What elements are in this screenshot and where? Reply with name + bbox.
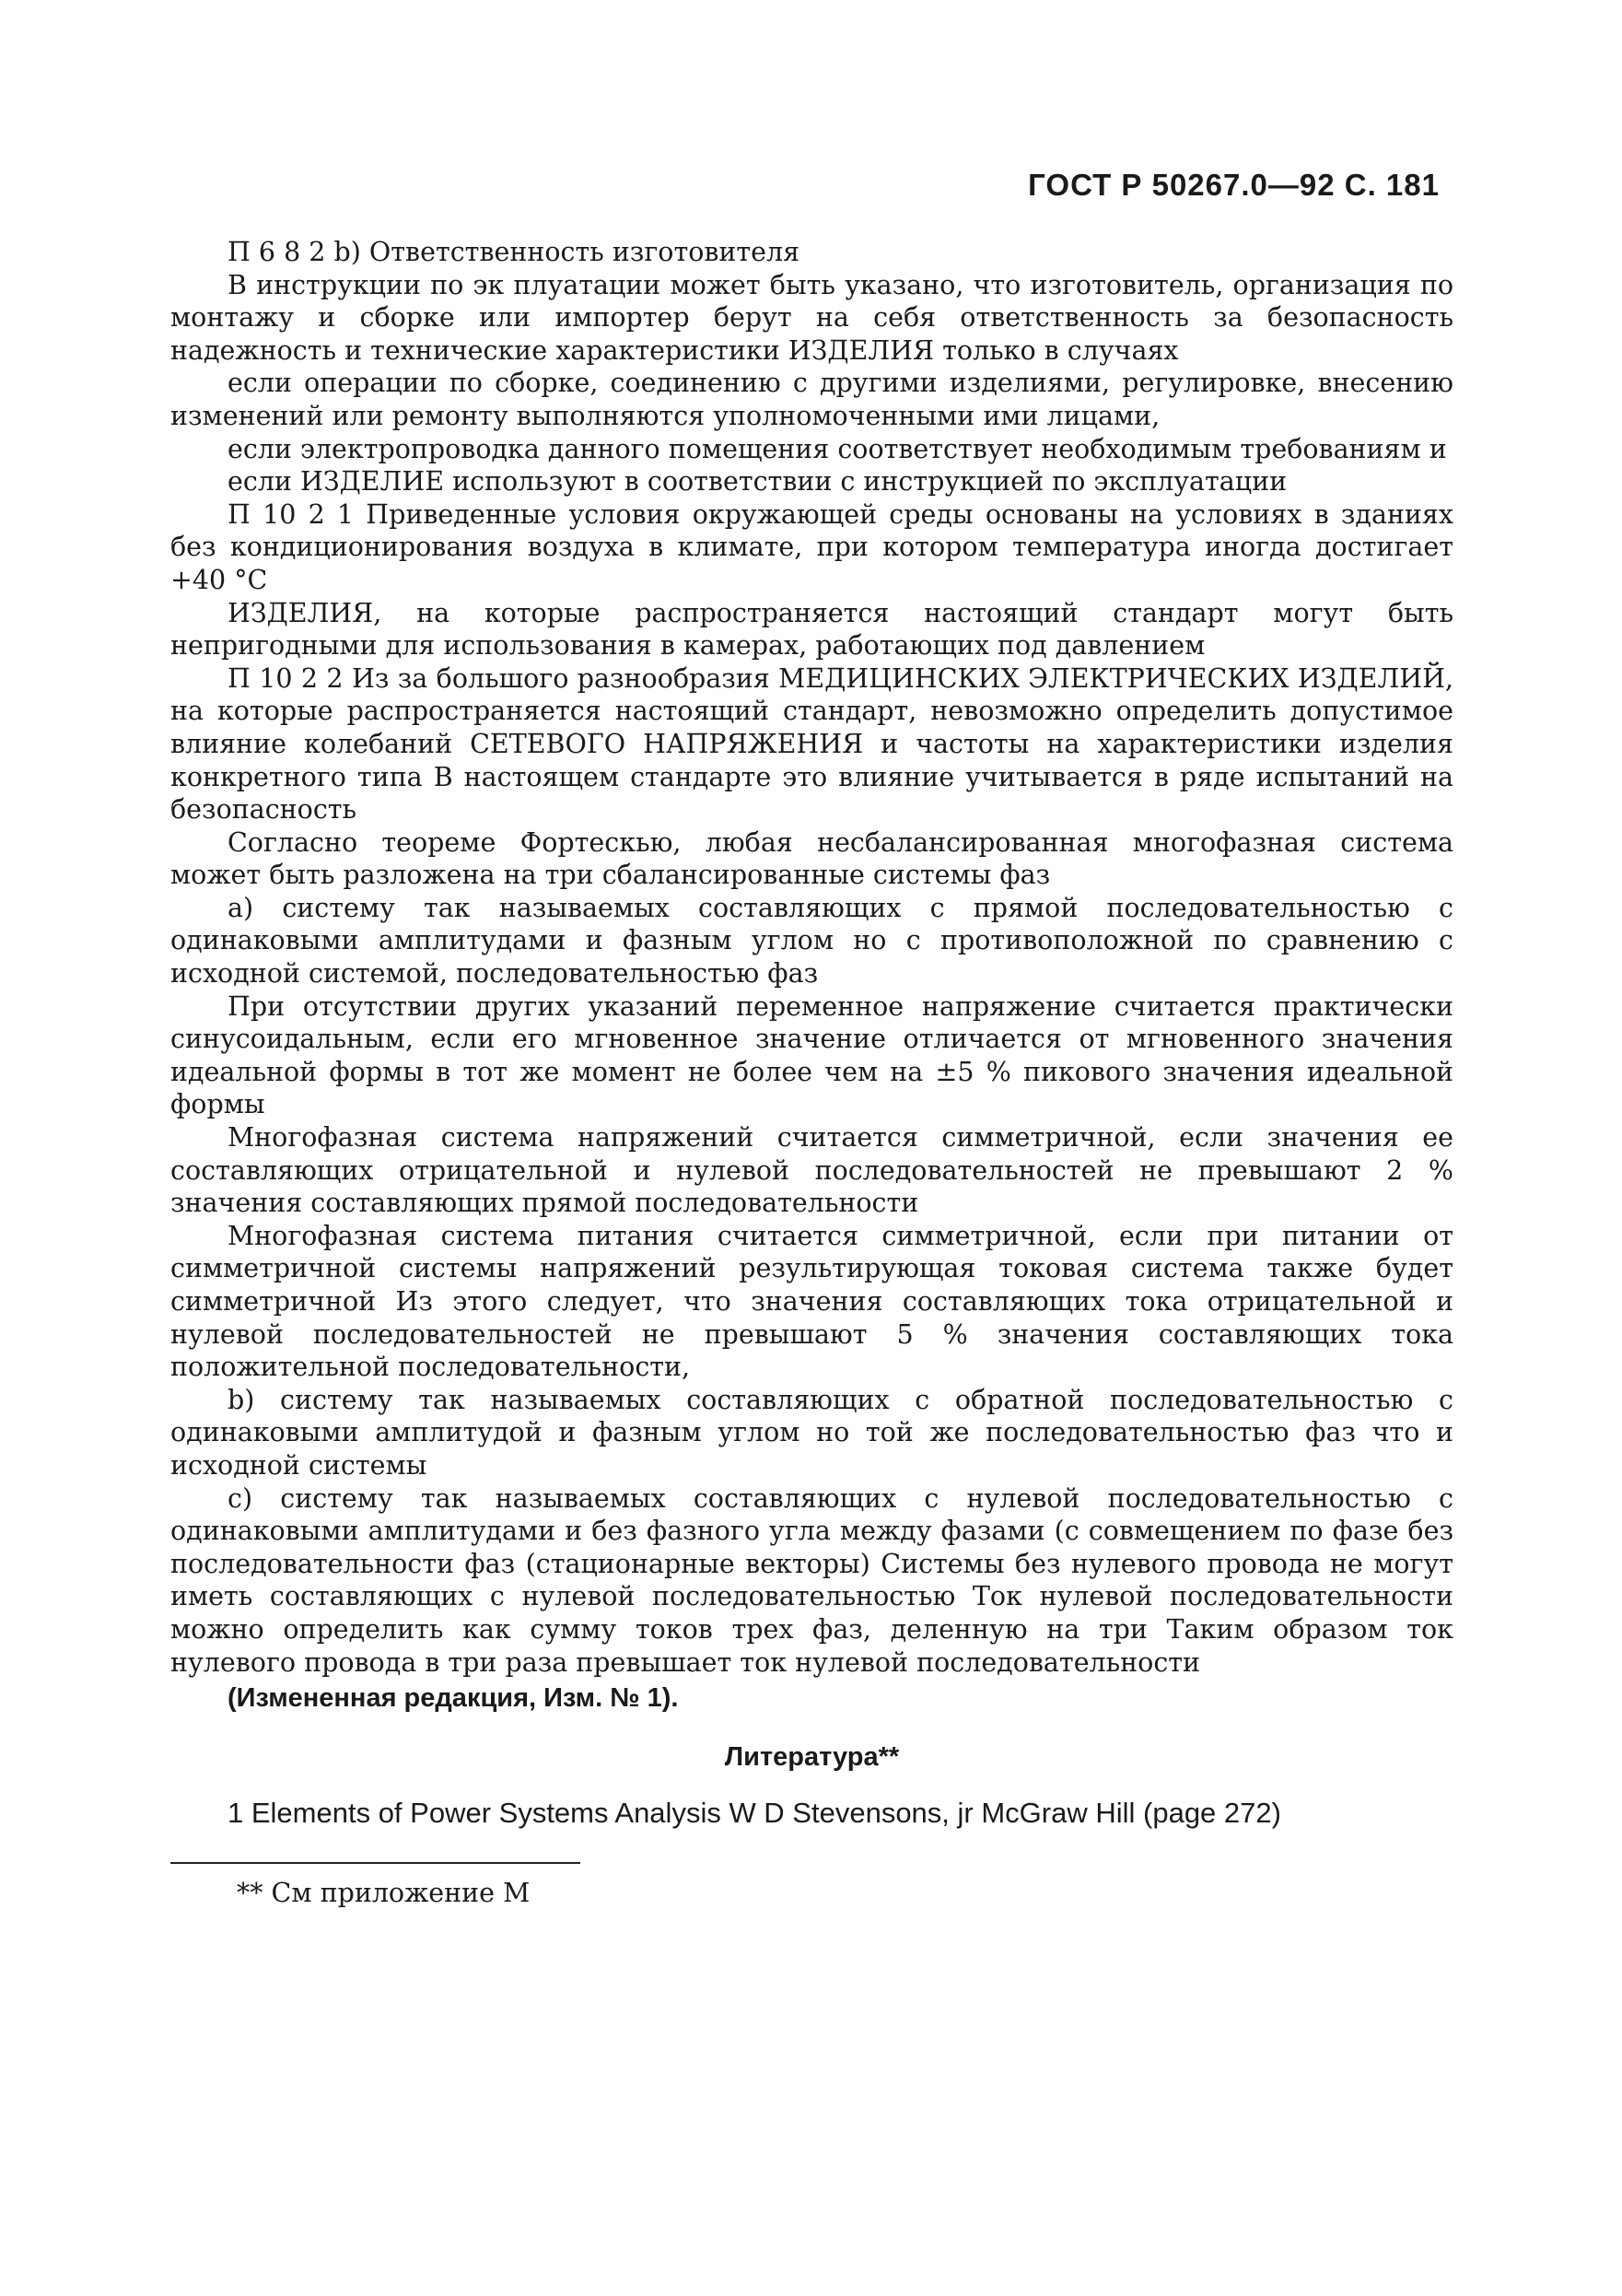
document-body — [170, 236, 1453, 1910]
paragraph-p6: П 10 2 1 Приведенные условия окружающей среды основаны на условиях в зданиях без кондиционирования воздуха в климате, при котором температура иногда достигает +40 °С — [170, 498, 1453, 595]
paragraph-p3: если операции по сборке, соединению с другими изделиями, регулировке, внесению изменений или ремонту выполняются уполномоченными ими лицами, — [170, 368, 1453, 431]
paragraph-p13: Многофазная система питания считается симметричной, если при питании от симметричной системы напряжений результирующая токовая система также будет симметричной Из этого следует, что значения составляющих тока отрицательной и нулевой последовательностей не превышают 5 % значения составляющих тока положительной последовательности, — [170, 1220, 1453, 1383]
paragraph-p1: П 6 8 2 b) Ответственность изготовителя — [228, 237, 800, 267]
paragraph-p11: При отсутствии других указаний переменное напряжение считается практически синусоидальным, если его мгновенное значение отличается от мгновенного значения идеальной формы в тот же момент не более чем на ±5 % пикового значения идеальной формы — [170, 990, 1453, 1120]
paragraph-p2: В инструкции по эк плуатации может быть указано, что изготовитель, организация по монтажу и сборке или импортер берут на себя ответственность за безопасность надежность и технические характеристики ИЗДЕЛИЯ только в случаях — [170, 269, 1453, 366]
literature-item: 1 Elements of Power Systems Analysis W D Stevensons, jr McGraw Hill (page 272) — [228, 1797, 1281, 1830]
paragraph-p14: b) систему так называемых составляющих с обратной последовательностью с одинаковыми амплитудой и фазным углом но той же последовательностью фаз что и исходной системы — [170, 1384, 1453, 1481]
amendment-note: (Измененная редакция, Изм. № 1). — [228, 1683, 679, 1714]
paragraph-p15: с) систему так называемых составляющих с нулевой последовательностью с одинаковыми амплитудами и без фазного угла между фазами (с совмещением по фазе без последовательности фаз (стационарные векторы) Системы без нулевого провода не могут иметь составляющих с нулевой последовательностью Ток нулевой последовательности можно определить как сумму токов трех фаз, деленную на три Таким образом ток нулевого провода в три раза превышает ток нулевой последовательности — [170, 1482, 1453, 1678]
paragraph-p10: а) систему так называемых составляющих с прямой последовательностью с одинаковыми амплитудами и фазным углом но с противоположной по сравнению с исходной системой, последовательностью фаз — [170, 892, 1453, 990]
page-header: ГОСТ Р 50267.0—92 С. 181 — [1028, 168, 1440, 202]
paragraph-p12: Многофазная система напряжений считается симметричной, если значения ее составляющих отрицательной и нулевой последовательностей не превышают 2 % значения составляющих прямой последовательности — [170, 1122, 1453, 1219]
paragraph-p4: если электропроводка данного помещения соответствует необходимым требованиям и — [228, 433, 1447, 464]
paragraph-p5: если ИЗДЕЛИЕ используют в соответствии с инструкцией по эксплуатации — [228, 466, 1288, 498]
literature-heading: Литература** — [724, 1741, 900, 1772]
paragraph-p8: П 10 2 2 Из за большого разнообразия МЕДИЦИНСКИХ ЭЛЕКТРИЧЕСКИХ ИЗДЕЛИЙ, на которые распространяется настоящий стандарт, невозможно определить допустимое влияние колебаний СЕТЕВОГО НАПРЯЖЕНИЯ и частоты на характеристики изделия конкретного типа В настоящем стандарте это влияние учитывается в ряде испытаний на безопасность — [170, 662, 1453, 826]
paragraph-p9: Согласно теореме Фортескью, любая несбалансированная многофазная система может быть разложена на три сбалансированные системы фаз — [170, 826, 1453, 891]
footnote-divider — [170, 1862, 580, 1864]
footnote: ** См приложение М — [237, 1878, 531, 1909]
paragraph-p7: ИЗДЕЛИЯ, на которые распространяется настоящий стандарт могут быть непригодными для использования в камерах, работающих под давлением — [170, 597, 1453, 662]
